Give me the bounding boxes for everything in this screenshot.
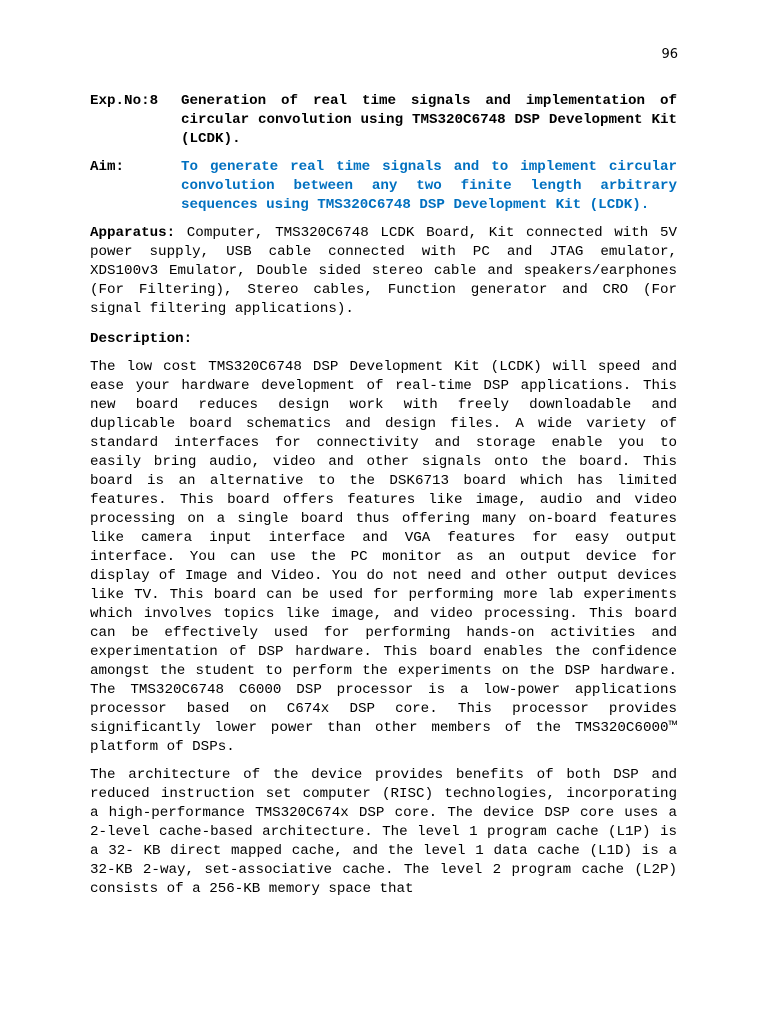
experiment-number: Exp.No:8 <box>90 93 159 109</box>
aim-section <box>90 158 677 215</box>
apparatus-label: Apparatus: <box>90 225 176 241</box>
description-paragraph: The architecture of the device provides benefits of both DSP and reduced instruction set computer (RISC) technologies, incorporating a high-performance TMS320C674x DSP core. The device DSP core uses a 2-level cache-based architecture. The level 1 program cache (L1P) is a 32- KB direct mapped cache, and the level 1 data cache (L1D) is a 32-KB 2-way, set-associative cache. The level 2 program cache (L2P) consists of a 256-KB memory space that <box>90 767 677 897</box>
description-paragraph: The low cost TMS320C6748 DSP Development Kit (LCDK) will speed and ease your hardware development of real-time DSP applications. This new board reduces design work with freely downloadable and duplicable board schematics and design files. A wide variety of standard interfaces for connectivity and storage enable you to easily bring audio, video and other signals onto the board. This board is an alternative to the DSK6713 board which has limited features. This board offers features like image, audio and video processing on a single board thus offering many on-board features like camera input interface and VGA features for easy output interface. You can use the PC monitor as an output device for display of Image and Video. You do not need and other output devices like TV. This board can be used for performing more lab experiments which involves topics like image, and video processing. This board can be effectively used for performing hands-on activities and experimentation of DSP hardware. This board enables the confidence amongst the student to perform the experiments on the DSP hardware. The TMS320C6748 C6000 DSP processor is a low-power applications processor based on C674x DSP core. This processor provides significantly lower power than other members of the TMS320C6000™ platform of DSPs. <box>90 359 677 755</box>
description-heading: Description: <box>90 331 193 347</box>
aim-text: To generate real time signals and to implement circular convolution between any two finite length arbitrary sequences using TMS320C6748 DSP Development Kit (LCDK). <box>181 159 677 213</box>
aim-label: Aim: <box>90 159 125 175</box>
experiment-title: Generation of real time signals and implementation of circular convolution using TMS320C6748 DSP Development Kit (LCDK). <box>181 93 677 147</box>
experiment-header <box>90 92 677 149</box>
apparatus-text: Computer, TMS320C6748 LCDK Board, Kit connected with 5V power supply, USB cable connected with PC and JTAG emulator, XDS100v3 Emulator, Double sided stereo cable and speakers/earphones (For Filtering), Stereo cables, Function generator and CRO (For signal filtering applications). <box>90 225 677 317</box>
document-body <box>90 90 677 899</box>
apparatus-section <box>90 224 677 319</box>
page-number: 96 <box>661 47 678 62</box>
